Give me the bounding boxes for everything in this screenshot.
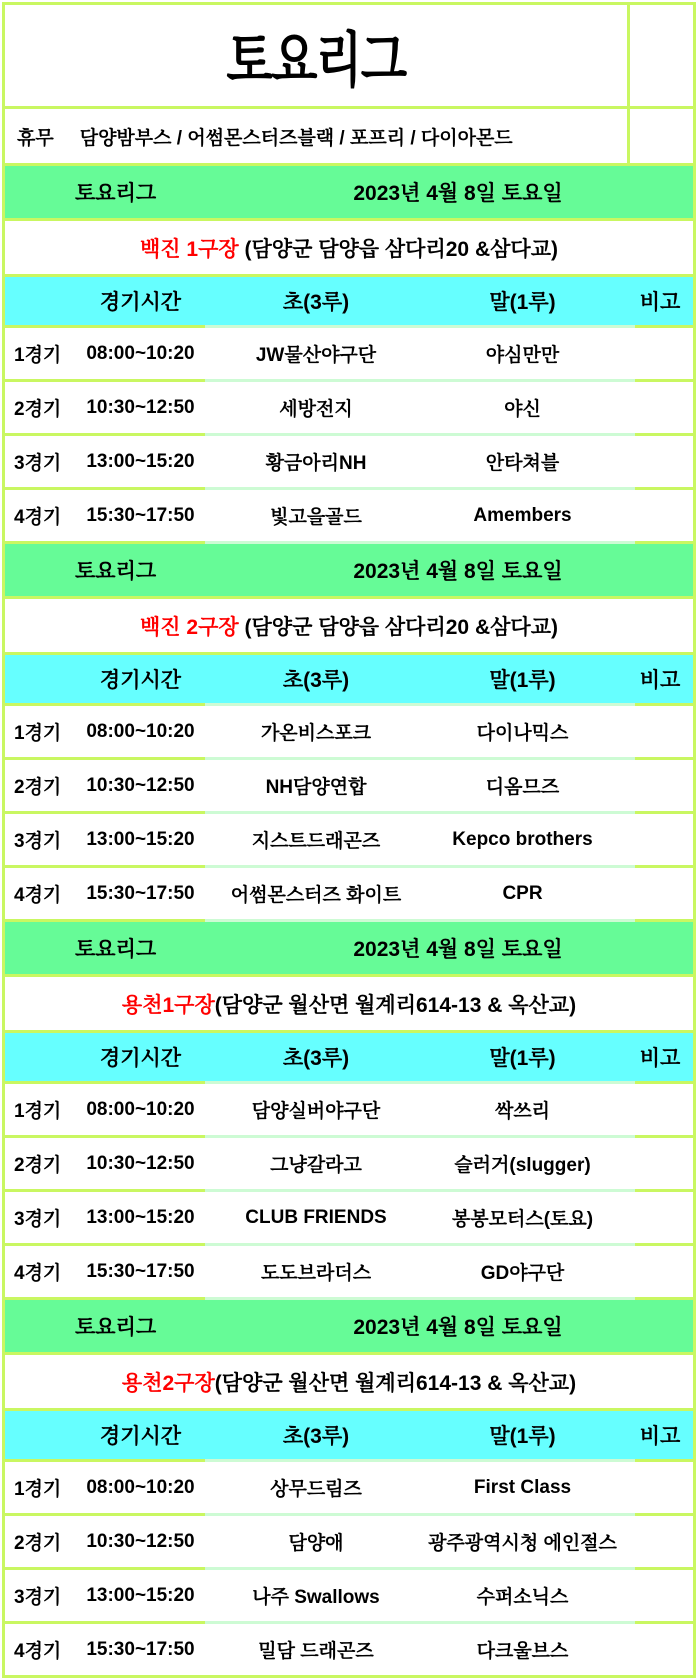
band-date-label: 2023년 4월 8일 토요일 [353,938,563,961]
game-number: 1경기 [14,723,62,744]
rest-row [5,109,693,163]
game-row [5,1084,693,1135]
game-number: 3경기 [14,1209,62,1230]
rest-cell [5,109,630,163]
team-bottom: Amembers [473,504,572,526]
team-bottom: Kepco brothers [452,828,593,850]
venue-name: 백진 1구장 [140,237,239,261]
game-row [5,1246,693,1297]
team-top: 빛고을골드 [270,507,362,528]
header-note: 비고 [639,669,681,692]
game-number: 2경기 [14,1155,62,1176]
team-bottom: CPR [502,882,543,904]
schedule-header-row [5,655,693,703]
page-title: 토요리그 [226,26,406,94]
section-band [5,544,693,596]
header-bottom-team: 말(1루) [489,1425,556,1448]
team-top: 담양애 [288,1533,344,1554]
game-number: 2경기 [14,1533,62,1554]
team-top: 세방전지 [279,399,353,420]
game-time: 13:00~15:20 [86,450,195,472]
game-row [5,1192,693,1243]
team-bottom: 야심만만 [485,345,560,366]
team-top: 담양실버야구단 [251,1101,381,1122]
band-league-label: 토요리그 [75,560,157,583]
game-time: 08:00~10:20 [86,342,195,364]
section-band [5,166,693,218]
team-bottom: 안타쳐블 [485,453,560,474]
game-row [5,382,693,433]
game-number: 4경기 [14,1641,62,1662]
header-time: 경기시간 [99,669,182,692]
game-row [5,814,693,865]
game-row [5,706,693,757]
game-time: 10:30~12:50 [86,396,195,418]
game-row [5,1462,693,1513]
venue-name: 용천2구장 [121,1371,215,1395]
game-row [5,1624,693,1675]
game-row [5,1570,693,1621]
header-top-team: 초(3루) [282,1047,350,1070]
header-note: 비고 [639,291,681,314]
game-time: 10:30~12:50 [86,774,195,796]
game-time: 15:30~17:50 [86,504,195,526]
team-bottom: 광주광역시청 에인절스 [428,1533,617,1554]
game-row [5,436,693,487]
game-time: 15:30~17:50 [86,882,195,904]
game-time: 13:00~15:20 [86,828,195,850]
game-number: 1경기 [14,1101,62,1122]
team-bottom: 다크울브스 [476,1641,569,1662]
game-row [5,868,693,919]
game-time: 13:00~15:20 [86,1584,195,1606]
band-league-label: 토요리그 [75,938,157,961]
band-date-label: 2023년 4월 8일 토요일 [353,182,563,205]
game-number: 4경기 [14,885,62,906]
header-note: 비고 [639,1425,681,1448]
rest-label: 휴무 [17,127,54,149]
header-bottom-team: 말(1루) [489,291,556,314]
venue-name: 용천1구장 [121,993,215,1017]
team-bottom: 싹쓰리 [494,1101,551,1122]
team-bottom: 봉봉모터스(토요) [451,1209,594,1230]
team-bottom: First Class [473,1476,572,1498]
section-band [5,922,693,974]
game-number: 1경기 [14,1479,62,1500]
game-number: 3경기 [14,453,62,474]
band-date-label: 2023년 4월 8일 토요일 [353,560,563,583]
game-time: 10:30~12:50 [86,1152,195,1174]
team-bottom: 디옴므즈 [485,777,560,798]
team-top: CLUB FRIENDS [245,1206,387,1228]
header-time: 경기시간 [99,1425,182,1448]
team-top: 어썸몬스터즈 화이트 [230,885,402,906]
game-row [5,1138,693,1189]
team-bottom: GD야구단 [480,1263,565,1284]
header-bottom-team: 말(1루) [489,669,556,692]
header-bottom-team: 말(1루) [489,1047,556,1070]
team-bottom: 수퍼소닉스 [476,1587,569,1608]
game-time: 08:00~10:20 [86,720,195,742]
header-note: 비고 [639,1047,681,1070]
game-row [5,490,693,541]
header-top-team: 초(3루) [282,669,350,692]
schedule-sheet [2,2,696,1678]
team-top: 그냥갈라고 [270,1155,362,1176]
title-empty-cell [630,5,693,106]
header-time: 경기시간 [99,291,182,314]
section-band [5,1300,693,1352]
venue-name: 백진 2구장 [140,615,239,639]
team-top: 가온비스포크 [260,723,372,744]
game-row [5,760,693,811]
team-top: 밀담 드래곤즈 [258,1641,374,1662]
header-top-team: 초(3루) [282,291,350,314]
game-time: 10:30~12:50 [86,1530,195,1552]
game-time: 15:30~17:50 [86,1260,195,1282]
game-number: 4경기 [14,1263,62,1284]
header-top-team: 초(3루) [282,1425,350,1448]
title-row [5,5,693,106]
game-number: 2경기 [14,399,62,420]
venue-address: (담양군 월산면 월계리614-13 & 옥산교) [214,993,577,1017]
team-top: 나주 Swallows [252,1587,380,1608]
venue-address: (담양군 월산면 월계리614-13 & 옥산교) [214,1371,577,1395]
team-bottom: 다이나믹스 [476,723,569,744]
game-time: 15:30~17:50 [86,1638,195,1660]
venue-address: (담양군 담양읍 삼다리20 &삼다교) [238,615,558,639]
team-top: 황금아리NH [265,453,367,474]
header-time: 경기시간 [99,1047,182,1070]
game-time: 13:00~15:20 [86,1206,195,1228]
game-row [5,328,693,379]
team-bottom: 슬러거(slugger) [454,1155,591,1176]
rest-empty-cell [630,109,693,163]
team-top: NH담양연합 [265,777,367,798]
game-number: 3경기 [14,1587,62,1608]
venue-header [5,599,693,652]
game-number: 2경기 [14,777,62,798]
team-top: JW물산야구단 [255,345,377,366]
venue-header [5,221,693,274]
venue-address: (담양군 담양읍 삼다리20 &삼다교) [238,237,558,261]
game-number: 1경기 [14,345,62,366]
schedule-header-row [5,1411,693,1459]
schedule-header-row [5,1033,693,1081]
venue-header [5,1355,693,1408]
schedule-header-row [5,277,693,325]
team-top: 도도브라더스 [260,1263,372,1284]
game-number: 3경기 [14,831,62,852]
game-time: 08:00~10:20 [86,1098,195,1120]
band-league-label: 토요리그 [75,1316,157,1339]
game-time: 08:00~10:20 [86,1476,195,1498]
band-league-label: 토요리그 [75,182,157,205]
rest-teams: 담양밤부스 / 어썸몬스터즈블랙 / 포프리 / 다이아몬드 [79,127,513,149]
venue-header [5,977,693,1030]
team-top: 상무드림즈 [270,1479,362,1500]
game-row [5,1516,693,1567]
title-cell [5,5,630,106]
band-date-label: 2023년 4월 8일 토요일 [353,1316,563,1339]
team-bottom: 야신 [504,399,541,420]
game-number: 4경기 [14,507,62,528]
team-top: 지스트드래곤즈 [251,831,381,852]
